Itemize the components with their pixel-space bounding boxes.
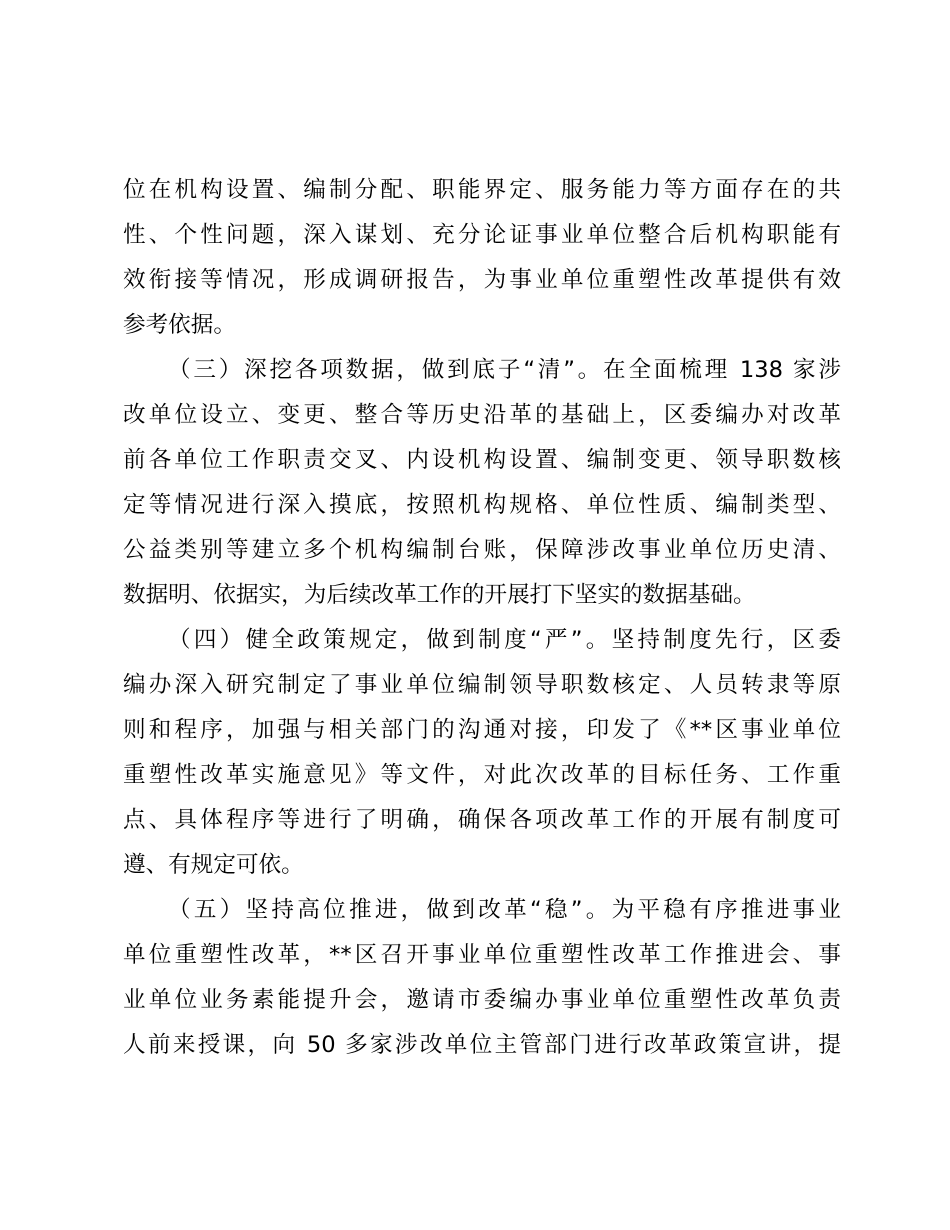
text-line: 编办深入研究制定了事业单位编制领导职数核定、人员转隶等原 <box>123 672 841 698</box>
text-line: 点、具体程序等进行了明确，确保各项改革工作的开展有制度可 <box>123 807 841 833</box>
text-line: 定等情况进行深入摸底，按照机构规格、单位性质、编制类型、 <box>123 492 841 518</box>
text-line: 则和程序，加强与相关部门的沟通对接，印发了《**区事业单位 <box>123 717 841 743</box>
text-line: （四）健全政策规定，做到制度“严”。坚持制度先行，区委 <box>168 627 841 653</box>
text-line: 重塑性改革实施意见》等文件，对此次改革的目标任务、工作重 <box>123 762 841 788</box>
paragraph-section-5 <box>123 888 841 1068</box>
text-line: 遵、有规定可依。 <box>123 852 304 878</box>
text-line: 单位重塑性改革，**区召开事业单位重塑性改革工作推进会、事 <box>123 942 841 968</box>
text-line: 效衔接等情况，形成调研报告，为事业单位重塑性改革提供有效 <box>123 267 841 293</box>
paragraph-continued <box>123 168 841 348</box>
text-line: 人前来授课，向 50 多家涉改单位主管部门进行改革政策宣讲，提 <box>123 1032 841 1058</box>
text-line: （三）深挖各项数据，做到底子“清”。在全面梳理 138 家涉 <box>168 357 841 383</box>
document-body <box>123 168 841 1068</box>
text-line: 性、个性问题，深入谋划、充分论证事业单位整合后机构职能有 <box>123 222 841 248</box>
paragraph-section-4 <box>123 618 841 888</box>
text-line: 参考依据。 <box>123 312 236 338</box>
text-line: 业单位业务素能提升会，邀请市委编办事业单位重塑性改革负责 <box>123 987 841 1013</box>
text-line: 公益类别等建立多个机构编制台账，保障涉改事业单位历史清、 <box>123 537 841 563</box>
paragraph-section-3 <box>123 348 841 618</box>
text-line: 前各单位工作职责交叉、内设机构设置、编制变更、领导职数核 <box>123 447 841 473</box>
text-line: 数据明、依据实，为后续改革工作的开展打下坚实的数据基础。 <box>123 582 756 608</box>
text-line: 位在机构设置、编制分配、职能界定、服务能力等方面存在的共 <box>123 177 841 203</box>
text-line: （五）坚持高位推进，做到改革“稳”。为平稳有序推进事业 <box>168 897 841 923</box>
text-line: 改单位设立、变更、整合等历史沿革的基础上，区委编办对改革 <box>123 402 841 428</box>
